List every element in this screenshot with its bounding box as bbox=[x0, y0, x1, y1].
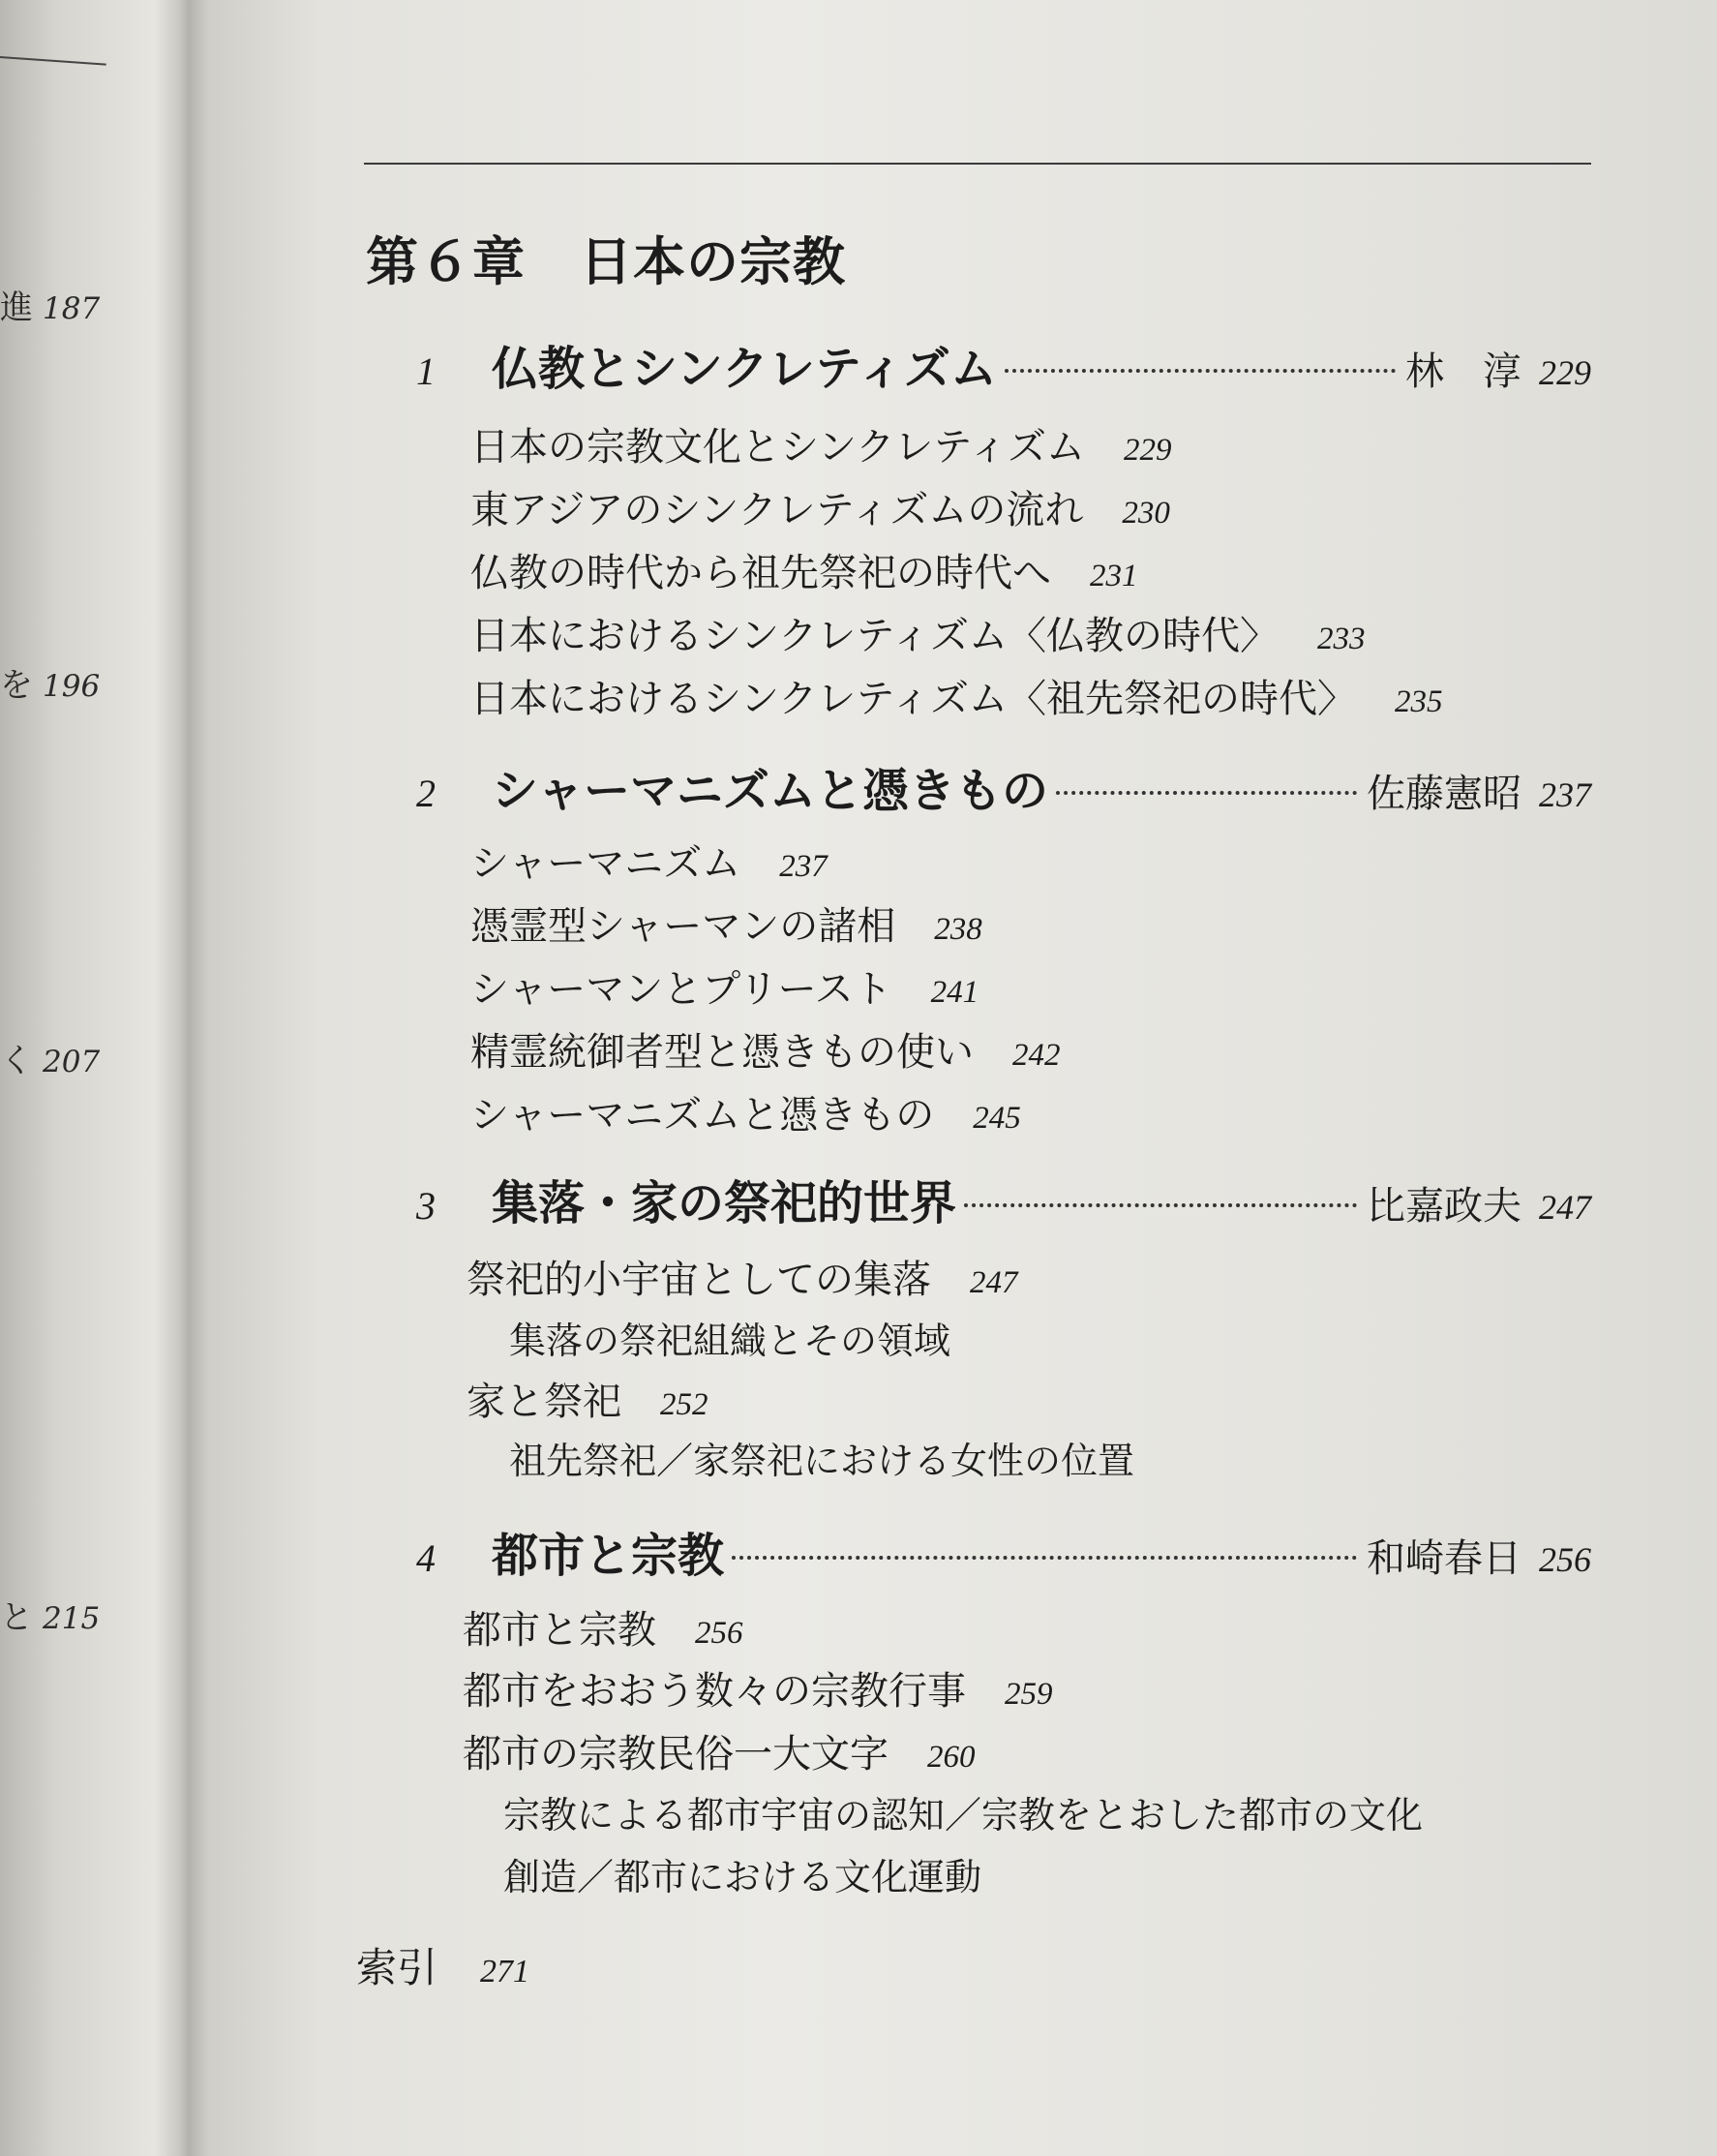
section-page: 256 bbox=[1539, 1540, 1591, 1579]
chapter-title: 日本の宗教 bbox=[580, 230, 846, 292]
leader-dots bbox=[1005, 369, 1396, 373]
toc-item: 都市の宗教民俗一大文字 260 bbox=[463, 1732, 976, 1776]
toc-subitem: 集落の祭祀組織とその領域 bbox=[509, 1320, 951, 1362]
toc-item: シャーマンとプリースト 241 bbox=[470, 967, 979, 1012]
section-heading-4 bbox=[416, 1518, 1591, 1582]
section-author: 林 淳 bbox=[1405, 349, 1521, 394]
toc-item: 仏教の時代から祖先祭祀の時代へ 231 bbox=[470, 551, 1138, 595]
chapter-heading bbox=[366, 221, 846, 295]
toc-item: 都市をおおう数々の宗教行事 259 bbox=[463, 1669, 1053, 1714]
toc-subitem: 創造／都市における文化運動 bbox=[503, 1856, 982, 1898]
section-page: 229 bbox=[1539, 353, 1591, 392]
section-number: 2 bbox=[416, 772, 436, 815]
toc-item: 精霊統御者型と憑きもの使い 242 bbox=[470, 1030, 1061, 1075]
toc-item: 祭祀的小宇宙としての集落 247 bbox=[467, 1258, 1018, 1302]
index-entry bbox=[356, 1936, 529, 1994]
section-number: 4 bbox=[416, 1536, 436, 1580]
toc-item: 家と祭祀 252 bbox=[467, 1380, 708, 1424]
leader-dots bbox=[732, 1556, 1357, 1560]
section-title: 仏教とシンクレティズム bbox=[492, 342, 998, 396]
section-page: 237 bbox=[1539, 775, 1591, 814]
toc-subitem: 祖先祭祀／家祭祀における女性の位置 bbox=[509, 1440, 1135, 1482]
section-heading-3 bbox=[416, 1166, 1591, 1230]
section-number: 3 bbox=[416, 1184, 436, 1228]
chapter-label: 第６章 bbox=[366, 230, 526, 292]
section-author: 比嘉政夫 bbox=[1367, 1184, 1521, 1229]
section-author: 和崎春日 bbox=[1367, 1536, 1521, 1581]
toc-subitem: 宗教による都市宇宙の認知／宗教をとおした都市の文化 bbox=[503, 1794, 1424, 1837]
left-page-entry: と 215 bbox=[0, 1598, 101, 1637]
top-rule bbox=[364, 163, 1591, 165]
section-title: 集落・家の祭祀的世界 bbox=[492, 1176, 957, 1230]
section-author: 佐藤憲昭 bbox=[1367, 772, 1521, 816]
left-page-entry: 進 187 bbox=[0, 288, 101, 327]
index-label: 索引 bbox=[356, 1944, 438, 1991]
left-page-entry: を 196 bbox=[0, 666, 101, 705]
toc-item: 日本の宗教文化とシンクレティズム 229 bbox=[470, 425, 1172, 470]
toc-item: 日本におけるシンクレティズム〈仏教の時代〉 233 bbox=[470, 614, 1366, 658]
section-page: 247 bbox=[1539, 1188, 1591, 1227]
toc-item: 東アジアのシンクレティズムの流れ 230 bbox=[470, 488, 1170, 532]
section-heading-2 bbox=[416, 753, 1591, 817]
toc-item: 都市と宗教 256 bbox=[463, 1608, 743, 1653]
section-heading-1 bbox=[416, 331, 1591, 395]
toc-item: シャーマニズム 237 bbox=[470, 841, 828, 886]
left-page-entry: く 207 bbox=[0, 1042, 101, 1080]
section-title: 都市と宗教 bbox=[492, 1529, 725, 1583]
index-page: 271 bbox=[480, 1954, 530, 1989]
toc-item: シャーマニズムと憑きもの 245 bbox=[470, 1093, 1021, 1138]
toc-item: 日本におけるシンクレティズム〈祖先祭祀の時代〉 235 bbox=[470, 677, 1443, 721]
leader-dots bbox=[1056, 791, 1357, 795]
section-title: シャーマニズムと憑きもの bbox=[492, 764, 1049, 818]
section-number: 1 bbox=[416, 349, 436, 393]
leader-dots bbox=[964, 1203, 1357, 1207]
toc-item: 憑霊型シャーマンの諸相 238 bbox=[470, 904, 982, 949]
